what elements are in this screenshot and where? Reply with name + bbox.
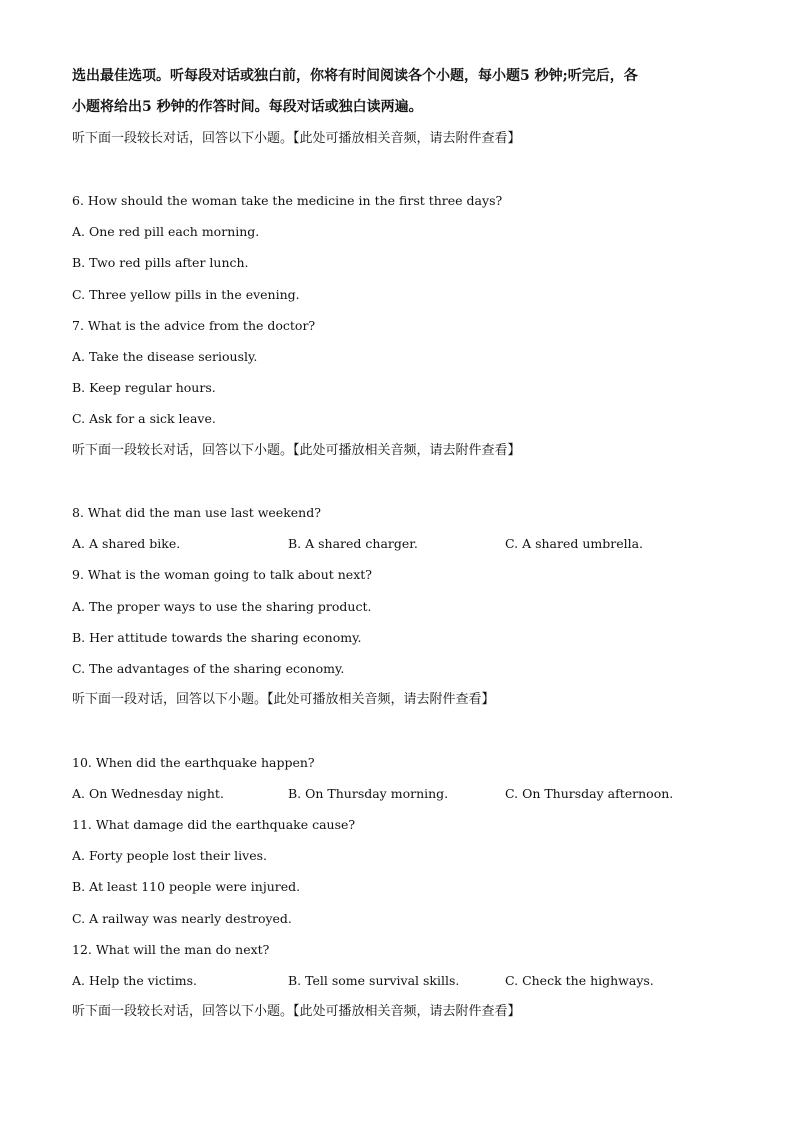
- option-c: C. Three yellow pills in the evening.: [72, 287, 300, 302]
- option-c: C. Ask for a sick leave.: [72, 411, 216, 426]
- option-a: A. Help the victims.: [72, 973, 198, 988]
- option-a: A. One red pill each morning.: [72, 224, 260, 239]
- option-a: A. The proper ways to use the sharing product.: [72, 599, 372, 614]
- intro-line-2: 小题将给出5 秒钟的作答时间。每段对话或独白读两遍。: [72, 99, 423, 115]
- option-b: B. Two red pills after lunch.: [72, 255, 249, 270]
- section-instruction: 听下面一段较长对话，回答以下小题。【此处可播放相关音频，请去附件查看】: [72, 131, 521, 146]
- option-b: B. Keep regular hours.: [72, 380, 216, 395]
- option-a: A. A shared bike.: [72, 536, 181, 551]
- option-b: B. On Thursday morning.: [288, 786, 449, 801]
- question-stem: 8. What did the man use last weekend?: [72, 505, 321, 520]
- option-b: B. A shared charger.: [288, 536, 418, 551]
- option-b: B. Tell some survival skills.: [288, 973, 460, 988]
- question-stem: 9. What is the woman going to talk about next?: [72, 567, 372, 582]
- section-instruction: 听下面一段较长对话，回答以下小题。【此处可播放相关音频，请去附件查看】: [72, 443, 521, 458]
- question-stem: 12. What will the man do next?: [72, 942, 270, 957]
- option-a: A. Forty people lost their lives.: [72, 848, 268, 863]
- option-c: C. Check the highways.: [505, 973, 654, 988]
- section-instruction: 听下面一段较长对话，回答以下小题。【此处可播放相关音频，请去附件查看】: [72, 1004, 521, 1019]
- question-stem: 11. What damage did the earthquake cause?: [72, 817, 356, 832]
- option-c: C. A shared umbrella.: [505, 536, 644, 551]
- option-b: B. At least 110 people were injured.: [72, 879, 301, 894]
- intro-line-1: 选出最佳选项。听每段对话或独白前，你将有时间阅读各个小题，每小题5 秒钟;听完后，各: [72, 68, 638, 84]
- option-c: C. A railway was nearly destroyed.: [72, 911, 292, 926]
- option-a: A. Take the disease seriously.: [72, 349, 258, 364]
- section-instruction: 听下面一段对话，回答以下小题。【此处可播放相关音频，请去附件查看】: [72, 692, 495, 707]
- question-stem: 10. When did the earthquake happen?: [72, 755, 315, 770]
- option-c: C. The advantages of the sharing economy.: [72, 661, 345, 676]
- option-a: A. On Wednesday night.: [72, 786, 224, 801]
- question-stem: 7. What is the advice from the doctor?: [72, 318, 316, 333]
- option-b: B. Her attitude towards the sharing economy.: [72, 630, 362, 645]
- question-stem: 6. How should the woman take the medicine in the first three days?: [72, 193, 503, 208]
- option-c: C. On Thursday afternoon.: [505, 786, 674, 801]
